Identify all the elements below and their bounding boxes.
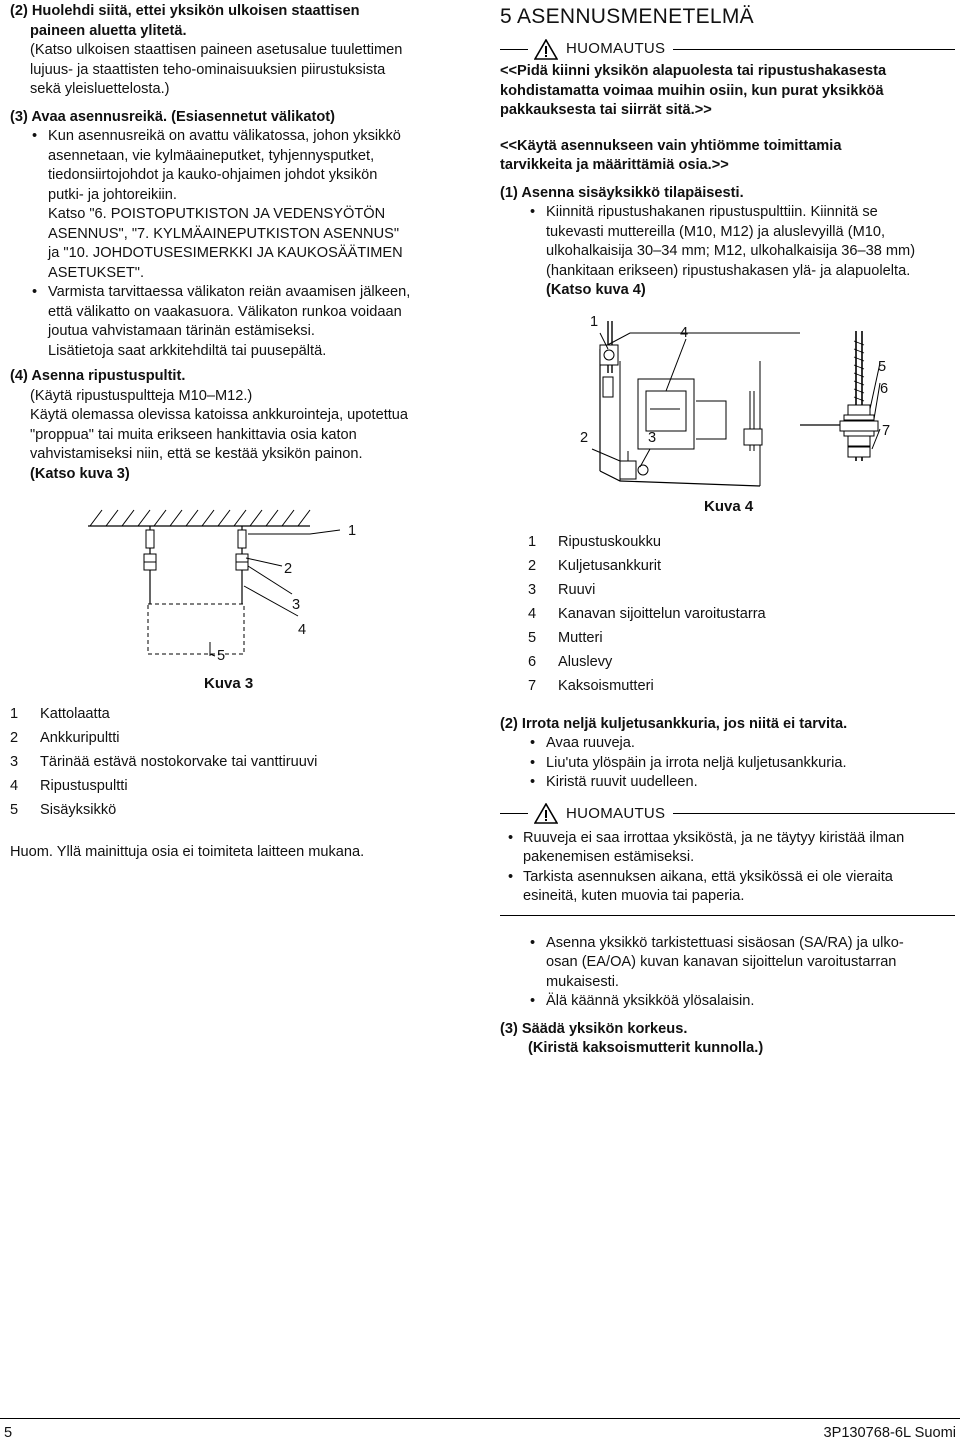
legend-num: 5 — [528, 629, 537, 646]
bullet-glyph: • — [530, 754, 536, 771]
legend-num: 3 — [528, 581, 537, 598]
legend-row — [10, 799, 462, 823]
page-number: 5 — [4, 1425, 13, 1441]
divider — [500, 915, 955, 916]
bullet-glyph: • — [530, 735, 536, 751]
section-2-title-cont: paineen aluetta ylitetä. — [30, 22, 187, 39]
section-4-text-line: vahvistamiseksi niin, että se kestää yksikön painon. — [30, 446, 363, 462]
figure-3-legend — [10, 703, 462, 823]
step-1-title: (1) Asenna sisäyksikkö tilapäisesti. — [500, 184, 744, 201]
fig4-callout-6: 6 — [880, 380, 889, 397]
figure-4-caption: Kuva 4 — [704, 497, 754, 515]
text-line: Älä käännä yksikköä ylösalaisin. — [546, 993, 755, 1009]
step-1-bullet — [500, 203, 955, 301]
divider — [673, 49, 955, 50]
text-line: Kiristä ruuvit uudelleen. — [546, 774, 698, 790]
section-2-text-line: sekä yleisluettelosta.) — [30, 81, 170, 97]
caution-text-line: <<Pidä kiinni yksikön alapuolesta tai ripustushakasesta — [500, 63, 887, 79]
legend-row — [528, 579, 955, 603]
text-line: ASENNUS", "7. KYLMÄAINEPUTKISTON ASENNUS" — [48, 225, 400, 242]
text-line: Avaa ruuveja. — [546, 735, 635, 751]
section-2-text-line: lujuus- ja staattisten teho-ominaisuuksien piirustuksista — [30, 61, 386, 78]
bullet-glyph: • — [530, 993, 536, 1009]
caution-header-2 — [500, 803, 955, 825]
right-column — [500, 0, 955, 1059]
legend-text: Tärinää estävä nostokorvake tai vanttiruuvi — [40, 754, 318, 771]
legend-row — [528, 675, 955, 699]
legend-num: 2 — [528, 557, 537, 574]
divider — [500, 49, 528, 50]
text-line: tiedonsiirtojohdot ja kauko-ohjaimen johdot yksikön — [48, 167, 378, 183]
legend-text: Kuljetusankkurit — [558, 557, 662, 574]
legend-num: 1 — [528, 533, 537, 550]
legend-row — [10, 751, 462, 775]
bullet-glyph: • — [32, 128, 38, 144]
fig3-callout-4: 4 — [298, 622, 307, 638]
legend-text: Kanavan sijoittelun varoitustarra — [558, 605, 766, 622]
legend-text: Ruuvi — [558, 581, 596, 598]
legend-num: 3 — [10, 754, 19, 771]
section-4-text-line: "proppua" tai muita erikseen hankittavia osia katon — [30, 426, 357, 443]
section-4-title: (4) Asenna ripustuspultit. — [10, 368, 186, 384]
legend-text: Kattolaatta — [40, 706, 110, 723]
fig4-callout-2: 2 — [580, 429, 589, 446]
caution-label: HUOMAUTUS — [566, 40, 666, 58]
step-2-title: (2) Irrota neljä kuljetusankkuria, jos niitä ei tarvita. — [500, 715, 848, 732]
text-line: Katso "6. POISTOPUTKISTON JA VEDENSYÖTÖN — [48, 206, 386, 222]
caution-label: HUOMAUTUS — [566, 804, 666, 822]
figure-3 — [10, 506, 462, 711]
text-line: Liu'uta ylöspäin ja irrota neljä kuljetusankkuria. — [546, 754, 847, 771]
divider — [673, 813, 955, 814]
text-line: asennetaan, vie kylmäaineputket, tyhjennysputket, — [48, 147, 375, 164]
legend-text: Sisäyksikkö — [40, 802, 117, 819]
section-4-text-line: Käytä olemassa olevissa katoissa ankkurointeja, upotettua — [30, 407, 409, 423]
section-3-bullet-1 — [10, 127, 462, 283]
text-line: esineitä, kuten muovia tai paperia. — [523, 888, 745, 904]
section-2-title: (2) Huolehdi siitä, ettei yksikön ulkoisen staattisen — [10, 3, 360, 19]
legend-text: Ripustuskoukku — [558, 533, 662, 550]
legend-num: 4 — [10, 778, 19, 795]
step-3-sub: (Kiristä kaksoismutterit kunnolla.) — [528, 1040, 764, 1056]
legend-row — [528, 531, 955, 555]
legend-text: Kaksoismutteri — [558, 677, 654, 694]
text-line: (hankitaan erikseen) ripustushakasen ylä- ja alapuolelta. — [546, 262, 911, 279]
fig3-callout-5: 5 — [217, 648, 226, 664]
text-line: ulkohalkaisija 30–34 mm; M12, ulkohalkaisija 36–38 mm) — [546, 243, 916, 259]
legend-text: Ankkuripultti — [40, 730, 120, 747]
page-footer — [0, 1418, 960, 1441]
fig4-callout-4: 4 — [680, 324, 689, 341]
bullet-glyph: • — [508, 829, 514, 846]
legend-row — [528, 555, 955, 579]
text-line: ja "10. JOHDOTUSESIMERKKI JA KAUKOSÄÄTIMEN — [48, 245, 403, 261]
fig3-callout-2: 2 — [284, 561, 293, 577]
legend-row — [528, 651, 955, 675]
text-line: ASETUKSET". — [48, 264, 145, 281]
bullet-glyph: • — [530, 204, 536, 220]
section-heading: 5 ASENNUSMENETELMÄ — [500, 5, 754, 28]
legend-text: Aluslevy — [558, 653, 613, 670]
document-id: 3P130768-6L Suomi — [823, 1425, 956, 1441]
figure-4-drawing — [500, 321, 955, 511]
extra-bullet — [500, 934, 955, 993]
fig3-callout-3: 3 — [292, 597, 301, 613]
text-line: putki- ja johtoreikiin. — [48, 186, 177, 203]
fig4-callout-1: 1 — [590, 313, 599, 330]
caution-text-line: pakkauksesta tai siirrät sitä.>> — [500, 102, 712, 118]
legend-num: 5 — [10, 802, 19, 819]
left-column — [10, 0, 462, 863]
caution-text-line: kohdistamatta voimaa muihin osiin, kun purat yksikköä — [500, 82, 884, 99]
figure-3-caption: Kuva 3 — [204, 675, 254, 692]
step-2-bullet — [500, 754, 955, 774]
text-line: Kun asennusreikä on avattu välikatossa, johon yksikkö — [48, 128, 401, 144]
section-2-text-line: (Katso ulkoisen staattisen paineen asetusalue tuulettimen — [30, 42, 403, 58]
extra-bullet — [500, 992, 955, 1012]
legend-num: 1 — [10, 706, 19, 723]
caution-header-1 — [500, 38, 955, 60]
legend-row — [528, 627, 955, 651]
divider — [500, 813, 528, 814]
fig4-callout-7: 7 — [882, 422, 891, 439]
bullet-glyph: • — [32, 284, 38, 300]
legend-num: 4 — [528, 605, 537, 622]
text-line: joutua vahvistamaan tärinän estämiseksi. — [48, 323, 315, 339]
warning-icon — [534, 803, 558, 824]
figure-4-legend — [500, 531, 955, 699]
legend-row — [10, 727, 462, 751]
text-line: Ruuveja ei saa irrottaa yksiköstä, ja ne täytyy kiristää ilman — [523, 829, 905, 846]
legend-row — [10, 775, 462, 799]
legend-text: Mutteri — [558, 629, 603, 646]
legend-text: Ripustuspultti — [40, 778, 128, 795]
text-line: Asenna yksikkö tarkistettuasi sisäosan (SA/RA) ja ulko- — [546, 934, 904, 951]
text-line: tukevasti muttereilla (M10, M12) ja aluslevyillä (M10, — [546, 223, 886, 240]
section-3-bullet-2 — [10, 283, 462, 361]
text-line: Kiinnitä ripustushakanen ripustuspulttiin. Kiinnitä se — [546, 204, 878, 220]
step-3-title: (3) Säädä yksikön korkeus. — [500, 1020, 688, 1037]
text-line: että välikatto on vaakasuora. Välikaton runkoa voidaan — [48, 303, 402, 320]
text-line: pakenemisen estämiseksi. — [523, 849, 695, 865]
figure-ref: (Katso kuva 4) — [546, 282, 646, 298]
bullet-glyph: • — [530, 774, 536, 790]
legend-num: 6 — [528, 653, 537, 670]
legend-row — [528, 603, 955, 627]
legend-num: 7 — [528, 677, 537, 694]
fig4-callout-3: 3 — [648, 429, 657, 446]
text-line: Varmista tarvittaessa välikaton reiän avaamisen jälkeen, — [48, 284, 411, 300]
step-2-bullet — [500, 734, 955, 754]
warning-icon — [534, 39, 558, 60]
fig3-callout-1: 1 — [348, 523, 357, 539]
text-line: Tarkista asennuksen aikana, että yksikössä ei ole vieraita — [523, 868, 893, 885]
caution-text-line: <<Käytä asennukseen vain yhtiömme toimittamia — [500, 137, 842, 154]
section-4-text-line: (Käytä ripustuspultteja M10–M12.) — [30, 387, 253, 404]
figure-4 — [500, 313, 955, 515]
step-2-bullet — [500, 773, 955, 793]
text-line: osan (EA/OA) kuvan kanavan sijoittelun varoitustarran — [546, 954, 897, 970]
note: Huom. Yllä mainittuja osia ei toimiteta laitteen mukana. — [10, 844, 365, 860]
section-4-figure-ref: (Katso kuva 3) — [30, 465, 130, 482]
text-line: Lisätietoja saat arkkitehdiltä tai puusepältä. — [48, 342, 327, 359]
bullet-glyph: • — [508, 868, 514, 885]
caution-text-line: tarvikkeita ja määrittämiä osia.>> — [500, 157, 729, 173]
bullet-glyph: • — [530, 934, 536, 951]
text-line: mukaisesti. — [546, 973, 619, 990]
legend-num: 2 — [10, 730, 19, 747]
fig4-callout-5: 5 — [878, 358, 887, 375]
caution-bullet — [500, 868, 955, 907]
section-3-title: (3) Avaa asennusreikä. (Esiasennetut välikatot) — [10, 108, 335, 125]
caution-bullet — [500, 829, 955, 868]
